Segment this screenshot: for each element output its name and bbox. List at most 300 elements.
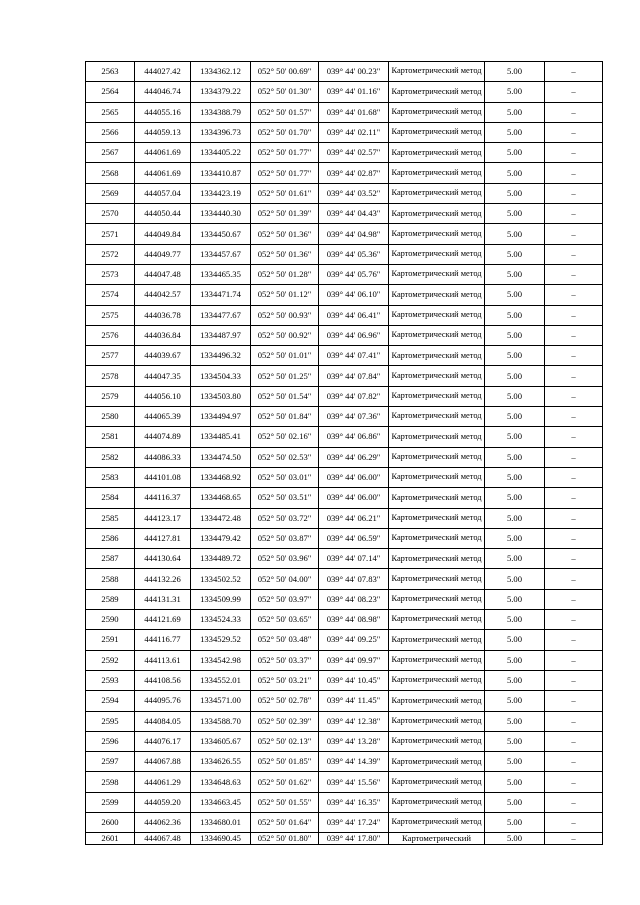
x-coordinate-cell: 444047.48 <box>135 264 191 284</box>
latitude-cell: 052° 50' 03.21" <box>251 670 319 690</box>
x-coordinate-cell: 444061.69 <box>135 143 191 163</box>
method-cell: Картометрический метод <box>389 731 485 751</box>
point-number-cell: 2580 <box>86 407 135 427</box>
point-number-cell: 2599 <box>86 792 135 812</box>
x-coordinate-cell: 444113.61 <box>135 650 191 670</box>
y-coordinate-cell: 1334680.01 <box>191 812 251 832</box>
y-coordinate-cell: 1334502.52 <box>191 569 251 589</box>
table-body <box>86 62 603 845</box>
x-coordinate-cell: 444036.78 <box>135 305 191 325</box>
point-number-cell: 2592 <box>86 650 135 670</box>
longitude-cell: 039° 44' 06.96" <box>319 325 389 345</box>
accuracy-cell: 5.00 <box>485 285 545 305</box>
table-row <box>86 183 603 203</box>
description-cell: – <box>545 488 603 508</box>
description-cell: – <box>545 792 603 812</box>
x-coordinate-cell: 444067.48 <box>135 833 191 845</box>
longitude-cell: 039° 44' 08.98" <box>319 610 389 630</box>
accuracy-cell: 5.00 <box>485 833 545 845</box>
x-coordinate-cell: 444047.35 <box>135 366 191 386</box>
point-number-cell: 2587 <box>86 549 135 569</box>
method-cell: Картометрический метод <box>389 792 485 812</box>
point-number-cell: 2582 <box>86 447 135 467</box>
latitude-cell: 052° 50' 01.01" <box>251 346 319 366</box>
point-number-cell: 2579 <box>86 386 135 406</box>
accuracy-cell: 5.00 <box>485 82 545 102</box>
method-cell: Картометрический метод <box>389 285 485 305</box>
table-row <box>86 752 603 772</box>
method-cell: Картометрический метод <box>389 264 485 284</box>
longitude-cell: 039° 44' 06.29" <box>319 447 389 467</box>
accuracy-cell: 5.00 <box>485 264 545 284</box>
method-cell: Картометрический метод <box>389 610 485 630</box>
latitude-cell: 052° 50' 03.37" <box>251 650 319 670</box>
point-number-cell: 2572 <box>86 244 135 264</box>
x-coordinate-cell: 444055.16 <box>135 102 191 122</box>
latitude-cell: 052° 50' 01.85" <box>251 752 319 772</box>
y-coordinate-cell: 1334524.33 <box>191 610 251 630</box>
y-coordinate-cell: 1334479.42 <box>191 528 251 548</box>
latitude-cell: 052° 50' 01.28" <box>251 264 319 284</box>
longitude-cell: 039° 44' 07.14" <box>319 549 389 569</box>
y-coordinate-cell: 1334396.73 <box>191 122 251 142</box>
y-coordinate-cell: 1334457.67 <box>191 244 251 264</box>
description-cell: – <box>545 650 603 670</box>
table-row <box>86 508 603 528</box>
method-cell: Картометрический метод <box>389 589 485 609</box>
point-number-cell: 2566 <box>86 122 135 142</box>
method-cell: Картометрический метод <box>389 549 485 569</box>
description-cell: – <box>545 325 603 345</box>
latitude-cell: 052° 50' 01.70" <box>251 122 319 142</box>
table-row <box>86 427 603 447</box>
latitude-cell: 052° 50' 01.61" <box>251 183 319 203</box>
accuracy-cell: 5.00 <box>485 691 545 711</box>
longitude-cell: 039° 44' 01.16" <box>319 82 389 102</box>
description-cell: – <box>545 183 603 203</box>
x-coordinate-cell: 444130.64 <box>135 549 191 569</box>
method-cell: Картометрический метод <box>389 82 485 102</box>
method-cell: Картометрический метод <box>389 467 485 487</box>
accuracy-cell: 5.00 <box>485 752 545 772</box>
latitude-cell: 052° 50' 01.36" <box>251 244 319 264</box>
table-row <box>86 82 603 102</box>
accuracy-cell: 5.00 <box>485 305 545 325</box>
x-coordinate-cell: 444046.74 <box>135 82 191 102</box>
y-coordinate-cell: 1334405.22 <box>191 143 251 163</box>
longitude-cell: 039° 44' 13.28" <box>319 731 389 751</box>
accuracy-cell: 5.00 <box>485 163 545 183</box>
latitude-cell: 052° 50' 01.55" <box>251 792 319 812</box>
point-number-cell: 2601 <box>86 833 135 845</box>
accuracy-cell: 5.00 <box>485 731 545 751</box>
accuracy-cell: 5.00 <box>485 610 545 630</box>
point-number-cell: 2567 <box>86 143 135 163</box>
accuracy-cell: 5.00 <box>485 386 545 406</box>
y-coordinate-cell: 1334504.33 <box>191 366 251 386</box>
latitude-cell: 052° 50' 01.80" <box>251 833 319 845</box>
method-cell: Картометрический <box>389 833 485 845</box>
x-coordinate-cell: 444076.17 <box>135 731 191 751</box>
accuracy-cell: 5.00 <box>485 569 545 589</box>
longitude-cell: 039° 44' 06.00" <box>319 467 389 487</box>
description-cell: – <box>545 772 603 792</box>
accuracy-cell: 5.00 <box>485 772 545 792</box>
table-row <box>86 386 603 406</box>
accuracy-cell: 5.00 <box>485 102 545 122</box>
accuracy-cell: 5.00 <box>485 204 545 224</box>
longitude-cell: 039° 44' 05.36" <box>319 244 389 264</box>
longitude-cell: 039° 44' 06.21" <box>319 508 389 528</box>
point-number-cell: 2600 <box>86 812 135 832</box>
accuracy-cell: 5.00 <box>485 346 545 366</box>
method-cell: Картометрический метод <box>389 346 485 366</box>
x-coordinate-cell: 444059.20 <box>135 792 191 812</box>
x-coordinate-cell: 444121.69 <box>135 610 191 630</box>
description-cell: – <box>545 812 603 832</box>
longitude-cell: 039° 44' 07.84" <box>319 366 389 386</box>
description-cell: – <box>545 752 603 772</box>
description-cell: – <box>545 711 603 731</box>
method-cell: Картометрический метод <box>389 143 485 163</box>
table-row <box>86 122 603 142</box>
accuracy-cell: 5.00 <box>485 467 545 487</box>
y-coordinate-cell: 1334690.45 <box>191 833 251 845</box>
table-row <box>86 102 603 122</box>
table-row <box>86 670 603 690</box>
description-cell: – <box>545 731 603 751</box>
longitude-cell: 039° 44' 17.80" <box>319 833 389 845</box>
point-number-cell: 2575 <box>86 305 135 325</box>
description-cell: – <box>545 204 603 224</box>
point-number-cell: 2584 <box>86 488 135 508</box>
longitude-cell: 039° 44' 14.39" <box>319 752 389 772</box>
x-coordinate-cell: 444039.67 <box>135 346 191 366</box>
x-coordinate-cell: 444057.04 <box>135 183 191 203</box>
longitude-cell: 039° 44' 09.97" <box>319 650 389 670</box>
point-number-cell: 2583 <box>86 467 135 487</box>
y-coordinate-cell: 1334362.12 <box>191 62 251 82</box>
accuracy-cell: 5.00 <box>485 508 545 528</box>
accuracy-cell: 5.00 <box>485 366 545 386</box>
y-coordinate-cell: 1334440.30 <box>191 204 251 224</box>
x-coordinate-cell: 444049.84 <box>135 224 191 244</box>
coordinates-table-page <box>85 61 602 845</box>
longitude-cell: 039° 44' 05.76" <box>319 264 389 284</box>
description-cell: – <box>545 346 603 366</box>
accuracy-cell: 5.00 <box>485 224 545 244</box>
x-coordinate-cell: 444056.10 <box>135 386 191 406</box>
y-coordinate-cell: 1334450.67 <box>191 224 251 244</box>
point-number-cell: 2595 <box>86 711 135 731</box>
y-coordinate-cell: 1334489.72 <box>191 549 251 569</box>
accuracy-cell: 5.00 <box>485 792 545 812</box>
y-coordinate-cell: 1334605.67 <box>191 731 251 751</box>
description-cell: – <box>545 447 603 467</box>
latitude-cell: 052° 50' 01.54" <box>251 386 319 406</box>
y-coordinate-cell: 1334465.35 <box>191 264 251 284</box>
method-cell: Картометрический метод <box>389 691 485 711</box>
method-cell: Картометрический метод <box>389 650 485 670</box>
longitude-cell: 039° 44' 06.10" <box>319 285 389 305</box>
accuracy-cell: 5.00 <box>485 122 545 142</box>
point-number-cell: 2577 <box>86 346 135 366</box>
point-number-cell: 2593 <box>86 670 135 690</box>
point-number-cell: 2578 <box>86 366 135 386</box>
latitude-cell: 052° 50' 03.48" <box>251 630 319 650</box>
method-cell: Картометрический метод <box>389 772 485 792</box>
y-coordinate-cell: 1334571.00 <box>191 691 251 711</box>
longitude-cell: 039° 44' 02.87" <box>319 163 389 183</box>
longitude-cell: 039° 44' 02.57" <box>319 143 389 163</box>
table-row <box>86 833 603 845</box>
latitude-cell: 052° 50' 03.01" <box>251 467 319 487</box>
longitude-cell: 039° 44' 01.68" <box>319 102 389 122</box>
y-coordinate-cell: 1334388.79 <box>191 102 251 122</box>
point-number-cell: 2581 <box>86 427 135 447</box>
y-coordinate-cell: 1334487.97 <box>191 325 251 345</box>
description-cell: – <box>545 163 603 183</box>
point-number-cell: 2564 <box>86 82 135 102</box>
latitude-cell: 052° 50' 02.16" <box>251 427 319 447</box>
method-cell: Картометрический метод <box>389 508 485 528</box>
table-row <box>86 549 603 569</box>
table-row <box>86 650 603 670</box>
table-row <box>86 285 603 305</box>
y-coordinate-cell: 1334410.87 <box>191 163 251 183</box>
table-row <box>86 366 603 386</box>
latitude-cell: 052° 50' 02.13" <box>251 731 319 751</box>
point-number-cell: 2586 <box>86 528 135 548</box>
method-cell: Картометрический метод <box>389 183 485 203</box>
method-cell: Картометрический метод <box>389 163 485 183</box>
longitude-cell: 039° 44' 10.45" <box>319 670 389 690</box>
latitude-cell: 052° 50' 02.78" <box>251 691 319 711</box>
x-coordinate-cell: 444116.37 <box>135 488 191 508</box>
latitude-cell: 052° 50' 04.00" <box>251 569 319 589</box>
y-coordinate-cell: 1334379.22 <box>191 82 251 102</box>
accuracy-cell: 5.00 <box>485 407 545 427</box>
description-cell: – <box>545 285 603 305</box>
latitude-cell: 052° 50' 03.87" <box>251 528 319 548</box>
method-cell: Картометрический метод <box>389 630 485 650</box>
x-coordinate-cell: 444061.29 <box>135 772 191 792</box>
latitude-cell: 052° 50' 03.72" <box>251 508 319 528</box>
y-coordinate-cell: 1334468.65 <box>191 488 251 508</box>
y-coordinate-cell: 1334542.98 <box>191 650 251 670</box>
method-cell: Картометрический метод <box>389 102 485 122</box>
point-number-cell: 2576 <box>86 325 135 345</box>
table-row <box>86 610 603 630</box>
description-cell: – <box>545 82 603 102</box>
table-row <box>86 731 603 751</box>
accuracy-cell: 5.00 <box>485 589 545 609</box>
description-cell: – <box>545 528 603 548</box>
point-number-cell: 2570 <box>86 204 135 224</box>
latitude-cell: 052° 50' 02.53" <box>251 447 319 467</box>
y-coordinate-cell: 1334474.50 <box>191 447 251 467</box>
description-cell: – <box>545 427 603 447</box>
accuracy-cell: 5.00 <box>485 488 545 508</box>
table-row <box>86 488 603 508</box>
description-cell: – <box>545 670 603 690</box>
method-cell: Картометрический метод <box>389 366 485 386</box>
x-coordinate-cell: 444042.57 <box>135 285 191 305</box>
accuracy-cell: 5.00 <box>485 650 545 670</box>
x-coordinate-cell: 444027.42 <box>135 62 191 82</box>
point-number-cell: 2594 <box>86 691 135 711</box>
x-coordinate-cell: 444059.13 <box>135 122 191 142</box>
method-cell: Картометрический метод <box>389 62 485 82</box>
description-cell: – <box>545 610 603 630</box>
table-row <box>86 447 603 467</box>
longitude-cell: 039° 44' 11.45" <box>319 691 389 711</box>
accuracy-cell: 5.00 <box>485 62 545 82</box>
description-cell: – <box>545 264 603 284</box>
point-number-cell: 2596 <box>86 731 135 751</box>
point-number-cell: 2597 <box>86 752 135 772</box>
longitude-cell: 039° 44' 17.24" <box>319 812 389 832</box>
x-coordinate-cell: 444101.08 <box>135 467 191 487</box>
y-coordinate-cell: 1334663.45 <box>191 792 251 812</box>
longitude-cell: 039° 44' 02.11" <box>319 122 389 142</box>
y-coordinate-cell: 1334496.32 <box>191 346 251 366</box>
accuracy-cell: 5.00 <box>485 549 545 569</box>
table-row <box>86 325 603 345</box>
x-coordinate-cell: 444049.77 <box>135 244 191 264</box>
x-coordinate-cell: 444132.26 <box>135 569 191 589</box>
x-coordinate-cell: 444123.17 <box>135 508 191 528</box>
x-coordinate-cell: 444036.84 <box>135 325 191 345</box>
description-cell: – <box>545 589 603 609</box>
point-number-cell: 2573 <box>86 264 135 284</box>
table-row <box>86 812 603 832</box>
y-coordinate-cell: 1334485.41 <box>191 427 251 447</box>
y-coordinate-cell: 1334468.92 <box>191 467 251 487</box>
y-coordinate-cell: 1334648.63 <box>191 772 251 792</box>
latitude-cell: 052° 50' 01.30" <box>251 82 319 102</box>
method-cell: Картометрический метод <box>389 386 485 406</box>
y-coordinate-cell: 1334552.01 <box>191 670 251 690</box>
longitude-cell: 039° 44' 07.82" <box>319 386 389 406</box>
x-coordinate-cell: 444127.81 <box>135 528 191 548</box>
y-coordinate-cell: 1334503.80 <box>191 386 251 406</box>
longitude-cell: 039° 44' 00.23" <box>319 62 389 82</box>
latitude-cell: 052° 50' 01.77" <box>251 163 319 183</box>
description-cell: – <box>545 508 603 528</box>
table-row <box>86 204 603 224</box>
table-row <box>86 163 603 183</box>
longitude-cell: 039° 44' 07.41" <box>319 346 389 366</box>
method-cell: Картометрический метод <box>389 325 485 345</box>
accuracy-cell: 5.00 <box>485 427 545 447</box>
description-cell: – <box>545 122 603 142</box>
y-coordinate-cell: 1334471.74 <box>191 285 251 305</box>
accuracy-cell: 5.00 <box>485 528 545 548</box>
longitude-cell: 039° 44' 07.83" <box>319 569 389 589</box>
description-cell: – <box>545 407 603 427</box>
coordinates-table <box>85 61 603 845</box>
latitude-cell: 052° 50' 01.84" <box>251 407 319 427</box>
method-cell: Картометрический метод <box>389 244 485 264</box>
y-coordinate-cell: 1334626.55 <box>191 752 251 772</box>
y-coordinate-cell: 1334529.52 <box>191 630 251 650</box>
latitude-cell: 052° 50' 03.51" <box>251 488 319 508</box>
table-row <box>86 528 603 548</box>
description-cell: – <box>545 386 603 406</box>
y-coordinate-cell: 1334588.70 <box>191 711 251 731</box>
method-cell: Картометрический метод <box>389 305 485 325</box>
point-number-cell: 2569 <box>86 183 135 203</box>
longitude-cell: 039° 44' 06.00" <box>319 488 389 508</box>
latitude-cell: 052° 50' 01.36" <box>251 224 319 244</box>
method-cell: Картометрический метод <box>389 407 485 427</box>
table-row <box>86 346 603 366</box>
x-coordinate-cell: 444067.88 <box>135 752 191 772</box>
latitude-cell: 052° 50' 00.69" <box>251 62 319 82</box>
accuracy-cell: 5.00 <box>485 143 545 163</box>
method-cell: Картометрический метод <box>389 812 485 832</box>
description-cell: – <box>545 62 603 82</box>
latitude-cell: 052° 50' 03.97" <box>251 589 319 609</box>
method-cell: Картометрический метод <box>389 711 485 731</box>
accuracy-cell: 5.00 <box>485 812 545 832</box>
accuracy-cell: 5.00 <box>485 670 545 690</box>
longitude-cell: 039° 44' 15.56" <box>319 772 389 792</box>
accuracy-cell: 5.00 <box>485 244 545 264</box>
description-cell: – <box>545 691 603 711</box>
latitude-cell: 052° 50' 00.92" <box>251 325 319 345</box>
x-coordinate-cell: 444062.36 <box>135 812 191 832</box>
longitude-cell: 039° 44' 16.35" <box>319 792 389 812</box>
x-coordinate-cell: 444074.89 <box>135 427 191 447</box>
table-row <box>86 569 603 589</box>
method-cell: Картометрический метод <box>389 752 485 772</box>
point-number-cell: 2589 <box>86 589 135 609</box>
point-number-cell: 2568 <box>86 163 135 183</box>
description-cell: – <box>545 467 603 487</box>
accuracy-cell: 5.00 <box>485 325 545 345</box>
accuracy-cell: 5.00 <box>485 630 545 650</box>
table-row <box>86 244 603 264</box>
method-cell: Картометрический метод <box>389 427 485 447</box>
method-cell: Картометрический метод <box>389 224 485 244</box>
x-coordinate-cell: 444065.39 <box>135 407 191 427</box>
accuracy-cell: 5.00 <box>485 711 545 731</box>
table-row <box>86 630 603 650</box>
table-row <box>86 305 603 325</box>
description-cell: – <box>545 143 603 163</box>
method-cell: Картометрический метод <box>389 447 485 467</box>
longitude-cell: 039° 44' 07.36" <box>319 407 389 427</box>
description-cell: – <box>545 224 603 244</box>
point-number-cell: 2565 <box>86 102 135 122</box>
description-cell: – <box>545 102 603 122</box>
x-coordinate-cell: 444095.76 <box>135 691 191 711</box>
accuracy-cell: 5.00 <box>485 447 545 467</box>
y-coordinate-cell: 1334494.97 <box>191 407 251 427</box>
point-number-cell: 2590 <box>86 610 135 630</box>
longitude-cell: 039° 44' 06.41" <box>319 305 389 325</box>
longitude-cell: 039° 44' 12.38" <box>319 711 389 731</box>
table-row <box>86 772 603 792</box>
description-cell: – <box>545 305 603 325</box>
y-coordinate-cell: 1334423.19 <box>191 183 251 203</box>
method-cell: Картометрический метод <box>389 569 485 589</box>
point-number-cell: 2563 <box>86 62 135 82</box>
latitude-cell: 052° 50' 03.96" <box>251 549 319 569</box>
description-cell: – <box>545 569 603 589</box>
